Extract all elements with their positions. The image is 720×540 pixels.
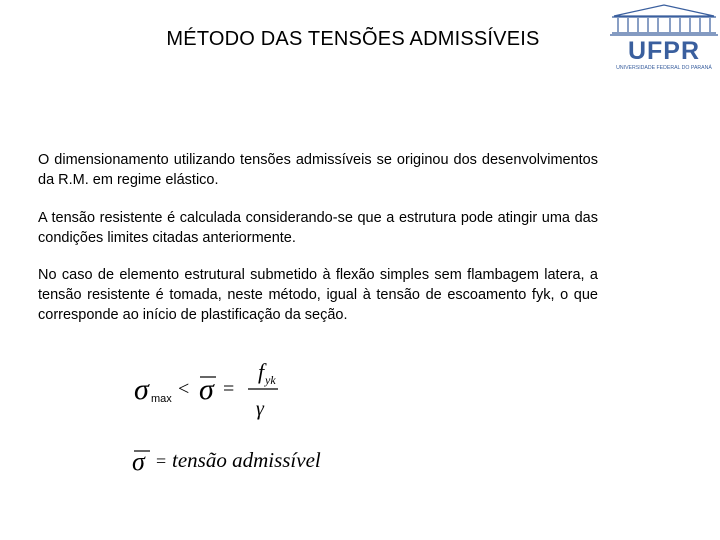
- ufpr-logo: [608, 2, 720, 72]
- paragraph-bending-case: No caso de elemento estrutural submetido à flexão simples sem flambagem latera, a tensão resistente é tomada, neste método, igual à tensão de escoamento fyk, o que corresponde ao início de plastificação da seção.: [38, 267, 598, 323]
- gamma-denominator: γ: [256, 398, 264, 420]
- definition-text: tensão admissível: [172, 448, 321, 472]
- slide-title: MÉTODO DAS TENSÕES ADMISSÍVEIS: [166, 28, 540, 50]
- allowable-stress-formula: [120, 355, 420, 485]
- paragraph-origin: O dimensionamento utilizando tensões admissíveis se originou dos desenvolvimentos da R.M. em regime elástico.: [38, 152, 598, 188]
- fyk-numerator: f: [258, 359, 265, 384]
- fyk-subscript: yk: [265, 373, 276, 387]
- sigma-symbol: σ: [134, 373, 149, 406]
- sigma-bar-symbol: σ: [199, 373, 214, 406]
- max-subscript: max: [151, 393, 172, 405]
- logo-text: UFPR: [627, 37, 701, 65]
- equals-sign: =: [223, 378, 235, 400]
- sigma-bar-definition-symbol: σ: [132, 447, 145, 476]
- paragraph-resistant-stress: A tensão resistente é calculada considerando-se que a estrutura pode atingir uma das condições limites citadas anteriormente.: [38, 210, 598, 246]
- equals-sign-definition: =: [156, 451, 167, 471]
- building-icon: [610, 5, 718, 35]
- less-than-sign: <: [178, 378, 190, 400]
- logo-caption: UNIVERSIDADE FEDERAL DO PARANÁ: [616, 65, 712, 71]
